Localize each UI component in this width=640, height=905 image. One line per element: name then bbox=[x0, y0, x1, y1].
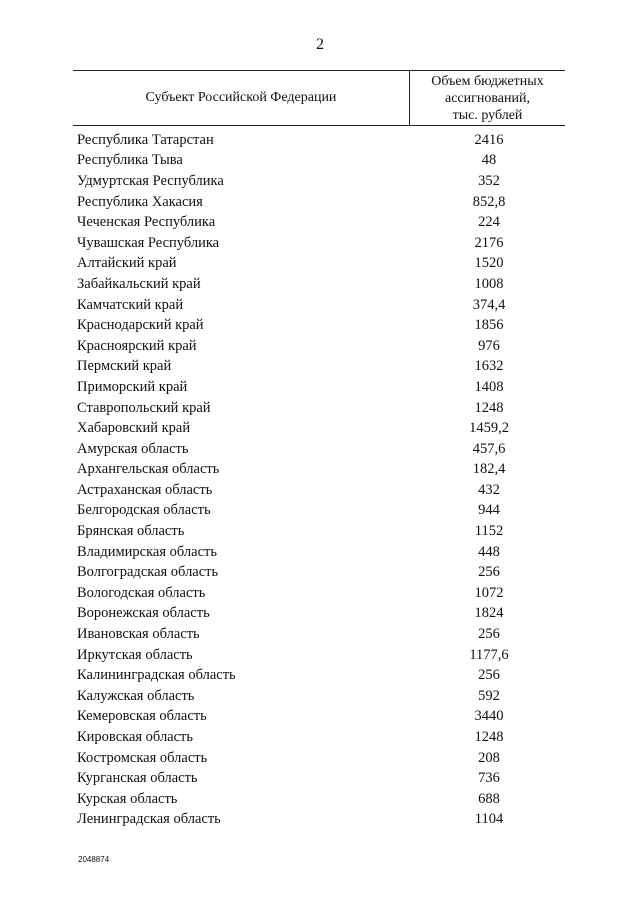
subject-name: Ивановская область bbox=[77, 626, 200, 643]
allocation-value: 1520 bbox=[474, 255, 504, 272]
allocation-value: 1104 bbox=[474, 811, 504, 828]
header-subject: Субъект Российской Федерации bbox=[145, 90, 337, 105]
table-row bbox=[73, 542, 565, 563]
allocation-value: 736 bbox=[478, 770, 500, 787]
table-row bbox=[73, 398, 565, 419]
allocation-value: 1072 bbox=[474, 584, 504, 601]
table-row bbox=[73, 686, 565, 707]
subject-name: Волгоградская область bbox=[77, 564, 219, 581]
table-header-rule bbox=[73, 125, 565, 126]
table-row bbox=[73, 295, 565, 316]
allocation-value: 352 bbox=[478, 172, 500, 189]
allocation-value: 592 bbox=[478, 687, 500, 704]
table-row bbox=[73, 357, 565, 378]
subject-name: Калужская область bbox=[77, 687, 195, 704]
subject-name: Кировская область bbox=[77, 729, 194, 746]
subject-name: Ставропольский край bbox=[77, 399, 211, 416]
subject-name: Камчатский край bbox=[77, 296, 184, 313]
allocation-value: 208 bbox=[478, 749, 500, 766]
allocation-value: 1248 bbox=[474, 399, 504, 416]
header-volume-line: тыс. рублей bbox=[452, 107, 523, 123]
table-row bbox=[73, 171, 565, 192]
table-row bbox=[73, 254, 565, 275]
table-row bbox=[73, 233, 565, 254]
allocation-value: 448 bbox=[478, 543, 500, 560]
subject-name: Пермский край bbox=[77, 358, 172, 375]
document-code: 2048874 bbox=[78, 855, 110, 864]
subject-name: Красноярский край bbox=[77, 337, 197, 354]
table-row bbox=[73, 521, 565, 542]
subject-name: Республика Тыва bbox=[77, 152, 183, 169]
subject-name: Амурская область bbox=[77, 440, 189, 457]
subject-name: Удмуртская Республика bbox=[77, 172, 224, 189]
subject-name: Астраханская область bbox=[77, 481, 213, 498]
subject-name: Курганская область bbox=[77, 770, 198, 787]
subject-name: Чувашская Республика bbox=[77, 234, 220, 251]
table-row bbox=[73, 562, 565, 583]
subject-name: Забайкальский край bbox=[77, 275, 201, 292]
subject-name: Республика Татарстан bbox=[77, 131, 214, 148]
table-row bbox=[73, 130, 565, 151]
allocation-value: 688 bbox=[478, 790, 500, 807]
allocation-value: 457,6 bbox=[472, 440, 506, 457]
allocation-value: 1856 bbox=[474, 317, 504, 334]
subject-name: Краснодарский край bbox=[77, 317, 204, 334]
table-row bbox=[73, 274, 565, 295]
subject-name: Курская область bbox=[77, 790, 178, 807]
table-header bbox=[73, 71, 565, 125]
table-row bbox=[73, 439, 565, 460]
allocation-value: 944 bbox=[478, 502, 500, 519]
subject-name: Иркутская область bbox=[77, 646, 193, 663]
allocation-value: 1177,6 bbox=[469, 646, 509, 663]
allocation-value: 1408 bbox=[474, 378, 504, 395]
allocation-value: 1459,2 bbox=[469, 420, 509, 437]
table-row bbox=[73, 212, 565, 233]
allocation-value: 1248 bbox=[474, 729, 504, 746]
subject-name: Владимирская область bbox=[77, 543, 217, 560]
table-row bbox=[73, 377, 565, 398]
table-row bbox=[73, 727, 565, 748]
table-row bbox=[73, 768, 565, 789]
allocation-value: 2176 bbox=[474, 234, 504, 251]
table-row bbox=[73, 645, 565, 666]
table-row bbox=[73, 604, 565, 625]
allocation-value: 432 bbox=[478, 481, 500, 498]
subject-name: Республика Хакасия bbox=[77, 193, 203, 210]
allocation-value: 374,4 bbox=[472, 296, 506, 313]
allocation-value: 256 bbox=[478, 564, 500, 581]
subject-name: Калининградская область bbox=[77, 667, 236, 684]
allocation-value: 852,8 bbox=[472, 193, 506, 210]
allocation-value: 224 bbox=[478, 214, 500, 231]
table-row bbox=[73, 624, 565, 645]
page-number: 2 bbox=[316, 36, 324, 53]
subject-name: Костромская область bbox=[77, 749, 208, 766]
subject-name: Брянская область bbox=[77, 523, 185, 540]
subject-name: Хабаровский край bbox=[77, 420, 191, 437]
subject-name: Чеченская Республика bbox=[77, 214, 216, 231]
table-row bbox=[73, 810, 565, 831]
subject-name: Кемеровская область bbox=[77, 708, 207, 725]
table-body bbox=[73, 130, 565, 830]
table-row bbox=[73, 748, 565, 769]
table-row bbox=[73, 460, 565, 481]
allocation-value: 48 bbox=[481, 152, 497, 169]
table-row bbox=[73, 583, 565, 604]
allocation-value: 182,4 bbox=[472, 461, 506, 478]
table-row bbox=[73, 707, 565, 728]
table-row bbox=[73, 336, 565, 357]
subject-name: Ленинградская область bbox=[77, 811, 221, 828]
subject-name: Белгородская область bbox=[77, 502, 211, 519]
allocation-value: 1152 bbox=[474, 523, 504, 540]
allocation-table bbox=[73, 70, 565, 830]
subject-name: Воронежская область bbox=[77, 605, 210, 622]
allocation-value: 1632 bbox=[474, 358, 504, 375]
allocation-value: 976 bbox=[478, 337, 500, 354]
header-volume-line: ассигнований, bbox=[445, 90, 530, 106]
table-row bbox=[73, 315, 565, 336]
table-row bbox=[73, 501, 565, 522]
table-row bbox=[73, 789, 565, 810]
header-volume-line: Объем бюджетных bbox=[431, 73, 544, 89]
allocation-value: 3440 bbox=[474, 708, 504, 725]
subject-name: Вологодская область bbox=[77, 584, 206, 601]
subject-name: Алтайский край bbox=[77, 255, 177, 272]
header-volume bbox=[409, 71, 565, 125]
allocation-value: 1824 bbox=[474, 605, 504, 622]
allocation-value: 1008 bbox=[474, 275, 504, 292]
table-row bbox=[73, 418, 565, 439]
subject-name: Приморский край bbox=[77, 378, 188, 395]
table-row bbox=[73, 665, 565, 686]
subject-name: Архангельская область bbox=[77, 461, 220, 478]
table-row bbox=[73, 192, 565, 213]
table-row bbox=[73, 151, 565, 172]
allocation-value: 256 bbox=[478, 626, 500, 643]
allocation-value: 256 bbox=[478, 667, 500, 684]
allocation-value: 2416 bbox=[474, 131, 504, 148]
table-row bbox=[73, 480, 565, 501]
